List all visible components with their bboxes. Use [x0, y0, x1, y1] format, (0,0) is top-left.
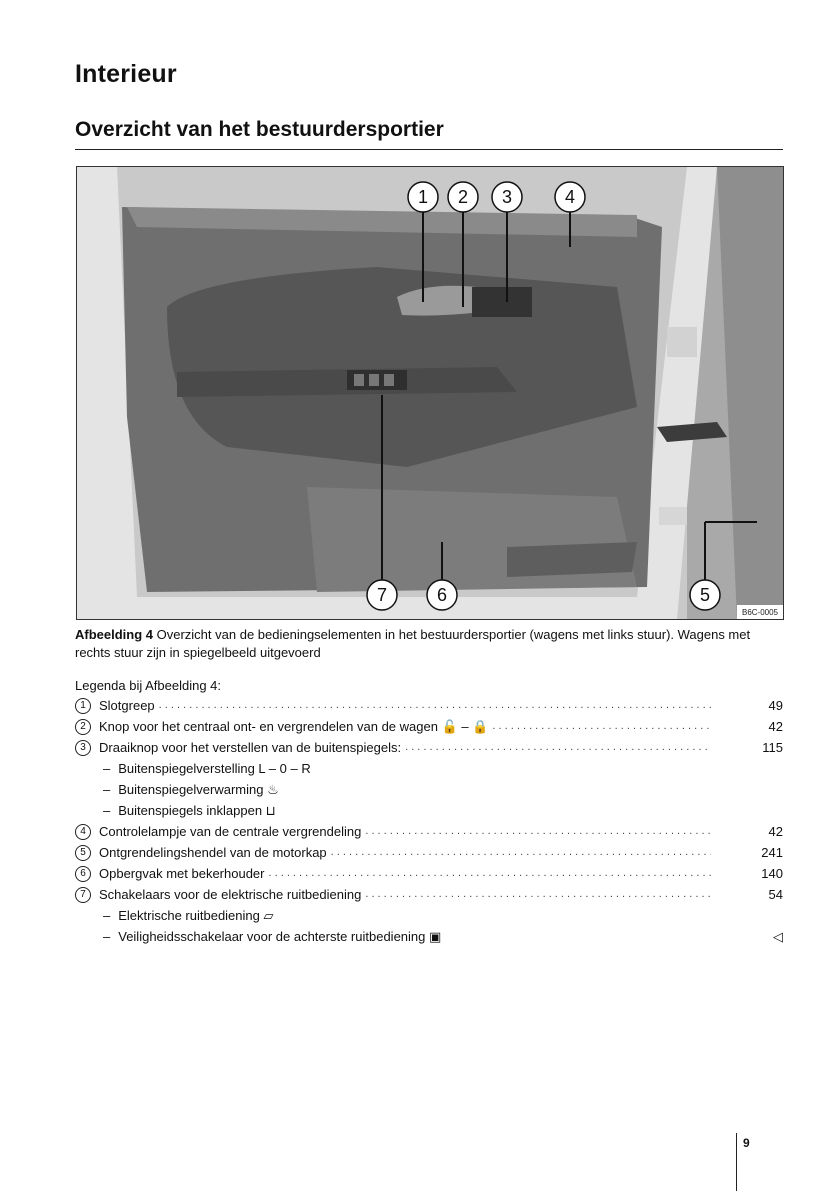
page-number-bar [736, 1133, 737, 1191]
page-reference: 241 [761, 845, 783, 860]
page-reference: 42 [768, 719, 783, 734]
item-number: 6 [75, 866, 91, 882]
door-illustration [77, 167, 783, 619]
sub-item: – Veiligheidsschakelaar voor de achterste ruitbediening ▣ ◁ [75, 926, 783, 947]
figure-code: B6C-0005 [741, 608, 779, 617]
figure-caption [75, 626, 783, 662]
page-reference: 115 [762, 740, 783, 755]
sub-item: – Buitenspiegels inklappen ⊔ [75, 800, 783, 821]
legend-list [75, 695, 783, 947]
list-item [75, 842, 783, 863]
item-number: 5 [75, 845, 91, 861]
page-reference: 140 [761, 866, 783, 881]
sub-item-label: Elektrische ruitbediening ▱ [118, 908, 274, 923]
caption-text: Overzicht van de bedieningselementen in het bestuurdersportier (wagens met links stuur). Wagens met rechts stuur zijn in spiegelbeeld uitgevoerd [75, 627, 751, 660]
item-label: Ontgrendelingshendel van de motorkap [99, 845, 327, 860]
callout-1: 1 [417, 187, 429, 207]
item-label: Slotgreep [99, 698, 155, 713]
item-label: Opbergvak met bekerhouder [99, 866, 265, 881]
item-number: 4 [75, 824, 91, 840]
sub-item: – Buitenspiegelverstelling L – 0 – R [75, 758, 783, 779]
item-label: Knop voor het centraal ont- en vergrendelen van de wagen 🔓 – 🔒 [99, 719, 489, 734]
sub-item-label: Buitenspiegels inklappen ⊔ [118, 803, 276, 818]
callout-6: 6 [436, 585, 448, 605]
sub-item-label: Buitenspiegelverwarming ♨ [118, 782, 279, 797]
item-number: 2 [75, 719, 91, 735]
item-number: 7 [75, 887, 91, 903]
page-reference: 54 [768, 887, 783, 902]
item-number: 3 [75, 740, 91, 756]
list-item [75, 695, 783, 716]
callout-2: 2 [457, 187, 469, 207]
list-item [75, 737, 783, 758]
page-number: 9 [743, 1136, 750, 1150]
sub-item-label: Buitenspiegelverstelling L – 0 – R [118, 761, 311, 776]
section-title: Overzicht van het bestuurdersportier [75, 118, 444, 141]
callout-7: 7 [376, 585, 388, 605]
callout-4: 4 [564, 187, 576, 207]
caption-label: Afbeelding 4 [75, 627, 154, 642]
list-item [75, 716, 783, 737]
list-item [75, 863, 783, 884]
item-number: 1 [75, 698, 91, 714]
item-label: Draaiknop voor het verstellen van de buitenspiegels: [99, 740, 402, 755]
page-reference: 49 [768, 698, 783, 713]
callout-5: 5 [699, 585, 711, 605]
page-title: Interieur [75, 60, 177, 88]
item-label: Schakelaars voor de elektrische ruitbediening [99, 887, 362, 902]
section-divider [75, 149, 783, 150]
callout-3: 3 [501, 187, 513, 207]
list-item [75, 821, 783, 842]
item-label: Controlelampje van de centrale vergrendeling [99, 824, 362, 839]
sub-item: – Buitenspiegelverwarming ♨ [75, 779, 783, 800]
sub-item: – Elektrische ruitbediening ▱ [75, 905, 783, 926]
door-figure [76, 166, 784, 620]
end-of-section-icon: ◁ [773, 929, 783, 944]
page-reference: 42 [768, 824, 783, 839]
legend-title: Legenda bij Afbeelding 4: [75, 678, 222, 693]
sub-item-label: Veiligheidsschakelaar voor de achterste ruitbediening ▣ [118, 929, 442, 944]
list-item [75, 884, 783, 905]
